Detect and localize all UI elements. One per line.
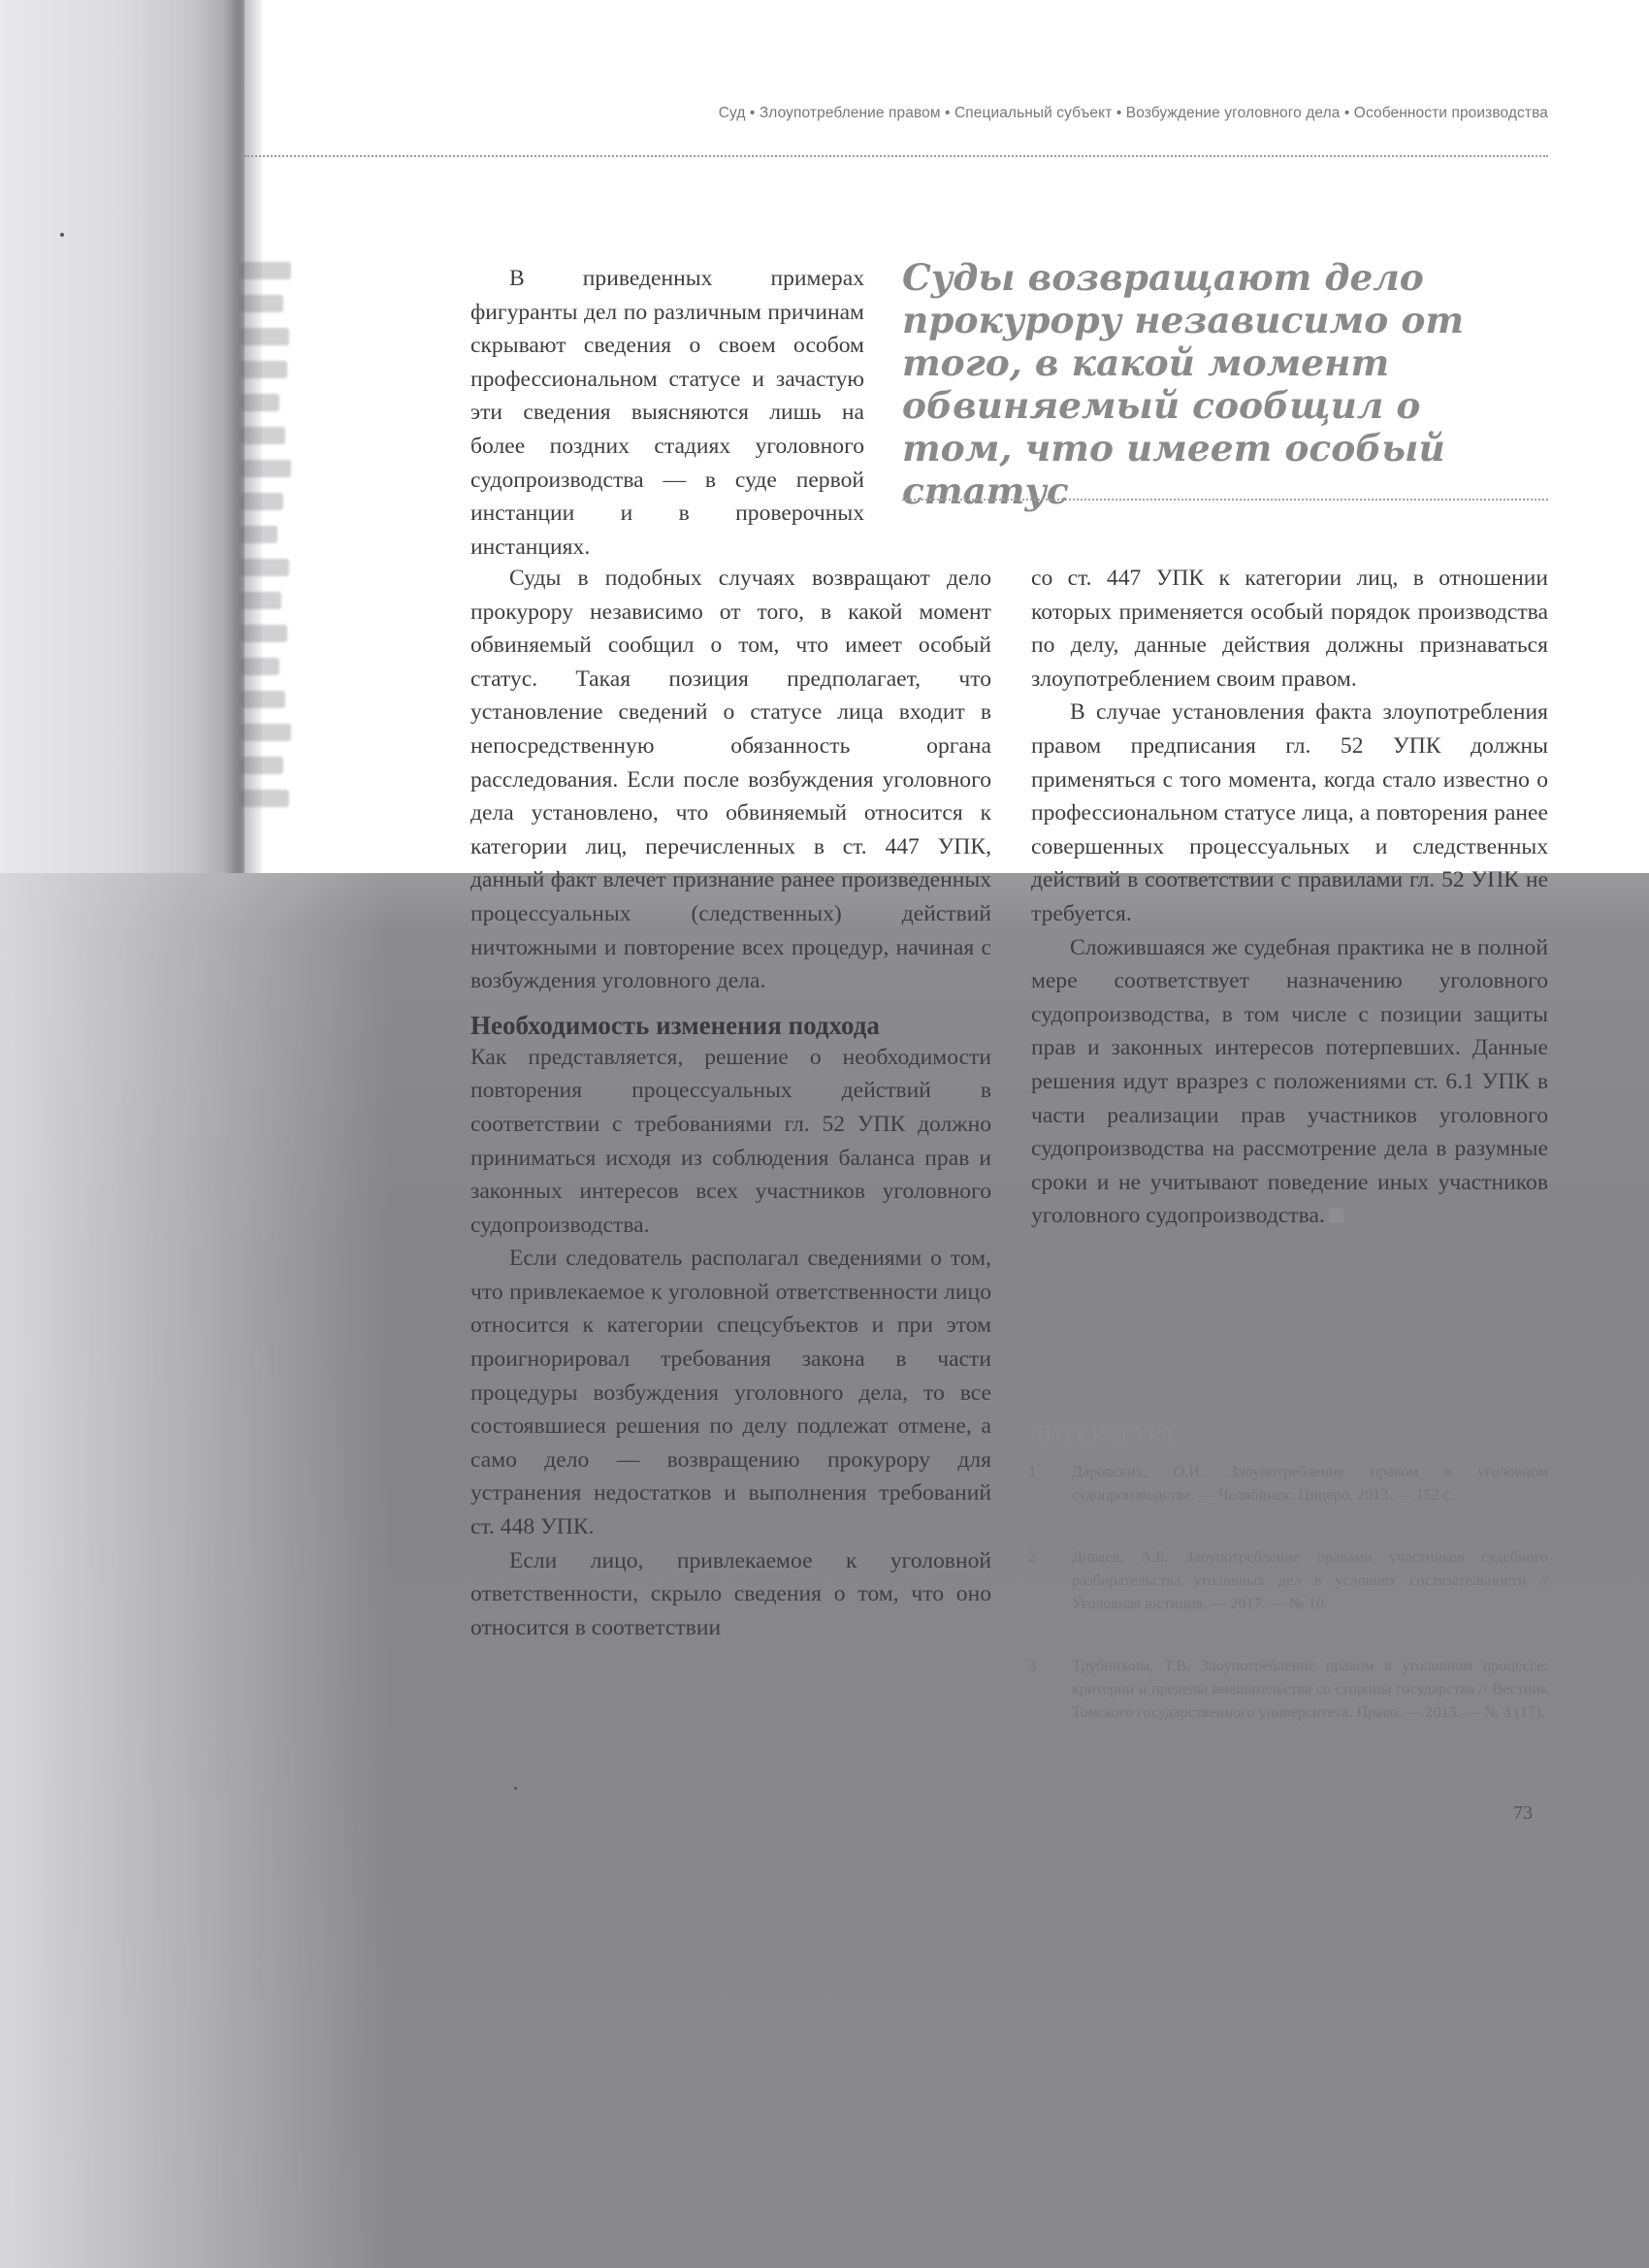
reference-item [1028, 1655, 1548, 1724]
reference-text: Трубникова, Т.В. Злоупотребление правом в уголовном процессе: критерии и пределы вмешательства со стороны государства // Вестник Томского государственного университета. Право. — 2015. — № 3 (17). [1072, 1657, 1548, 1721]
scan-speck [514, 1787, 517, 1790]
text-column-top-left [470, 262, 864, 564]
literature-heading: ЛИТЕРАТУРА [1028, 1422, 1177, 1447]
section-subheading: Необходимость изменения подхода [470, 1010, 880, 1040]
paragraph: Суды в подобных случаях возвращают дело прокурору независимо от того, в какой момент обвиняемый сообщил о том, что имеет особый статус. Такая позиция предполагает, что установление сведений о статусе лица входит в непосредственную обязанность органа расследования. Если после возбуждения уголовного дела установлено, что обвиняемый относится к категории лиц, перечисленных в ст. 447 УПК, данный факт влечет признание ранее произведенных процессуальных (следственных) действий ничтожными и повторение всех процедур, начиная с возбуждения уголовного дела. [470, 566, 991, 994]
paragraph: Как представляется, решение о необходимости повторения процессуальных действий в соответствии с требованиями гл. 52 УПК должно приниматься исходя из соблюдения баланса прав и законных интересов всех участников уголовного судопроизводства. [470, 1044, 991, 1238]
reference-item [1028, 1461, 1548, 1507]
pull-quote: Суды возвращают дело прокурору независимо от того, в какой момент обвиняемый сообщил о том, что имеет особый статус [902, 256, 1465, 512]
paragraph: В случае установления факта злоупотребления правом предписания гл. 52 УПК должны применяться с того момента, когда стало известно о профессиональном статусе лица, а повторения ранее совершенных процессуальных и следственных действий в соответствии с правилами гл. 52 УПК не требуется. [1031, 699, 1548, 926]
paragraph-final [1031, 931, 1548, 1233]
paragraph: Если следователь располагал сведениями о том, что привлекаемое к уголовной ответственности лицо относится к категории спецсубъектов и при этом проигнорировал требования закона в части процедуры возбуждения уголовного дела, то все состоявшиеся решения по делу подлежат отмене, а само дело — возвращению прокурору для устранения недостатков и выполнения требований ст. 448 УПК. [470, 1246, 991, 1540]
text-column-right [1031, 562, 1548, 1233]
running-head: Суд • Злоупотребление правом • Специальный субъект • Возбуждение уголовного дела • Особенности производства [718, 105, 1548, 121]
scan-speck [60, 233, 64, 237]
paragraph-text: Сложившаяся же судебная практика не в полной мере соответствует назначению уголовного судопроизводства, в том числе с позиции защиты прав и законных интересов потерпевших. Данные решения идут вразрез с положениями ст. 6.1 УПК в части реализации прав участников уголовного судопроизводства на рассмотрение дела в разумные сроки и не учитывают поведение иных участников уголовного судопроизводства. [1031, 934, 1548, 1229]
pull-quote-dotted-rule [902, 499, 1548, 501]
header-dotted-rule [244, 155, 1548, 157]
scanner-background-shade [0, 873, 388, 2268]
reference-text: Диваев, А.Б. Злоупотребление правами участников судебного разбирательства уголовных дел в условиях состязательности // Уголовная юстиция. — 2017. — № 10. [1072, 1548, 1548, 1612]
text-column-left [470, 562, 991, 1644]
adjacent-page-text-fragments [241, 262, 308, 844]
reference-number: 3 [1028, 1657, 1037, 1674]
scan-speck [630, 1766, 633, 1768]
reference-item [1028, 1546, 1548, 1615]
reference-number: 2 [1028, 1548, 1037, 1566]
paragraph: со ст. 447 УПК к категории лиц, в отношении которых применяется особый порядок производства по делу, данные действия должны признаваться злоупотреблением своим правом. [1031, 566, 1548, 692]
paragraph: В приведенных примерах фигуранты дел по различным причинам скрывают сведения о своем особом профессиональном статусе и зачастую эти сведения выясняются лишь на более поздних стадиях уголовного судопроизводства — в суде первой инстанции и в проверочных инстанциях. [470, 266, 864, 560]
page-number: 73 [1513, 1802, 1533, 1824]
book-spine-shadow [0, 0, 244, 878]
end-of-article-square-icon [1329, 1208, 1343, 1222]
paragraph: Если лицо, привлекаемое к уголовной ответственности, скрыло сведения о том, что оно относится в соответствии [470, 1547, 991, 1640]
reference-number: 1 [1028, 1463, 1037, 1480]
reference-text: Даровских, О.И. Злоупотребление правом в уголовном судопроизводстве. — Челябинск: Цицеро, 2013. — 152 с. [1072, 1463, 1548, 1504]
